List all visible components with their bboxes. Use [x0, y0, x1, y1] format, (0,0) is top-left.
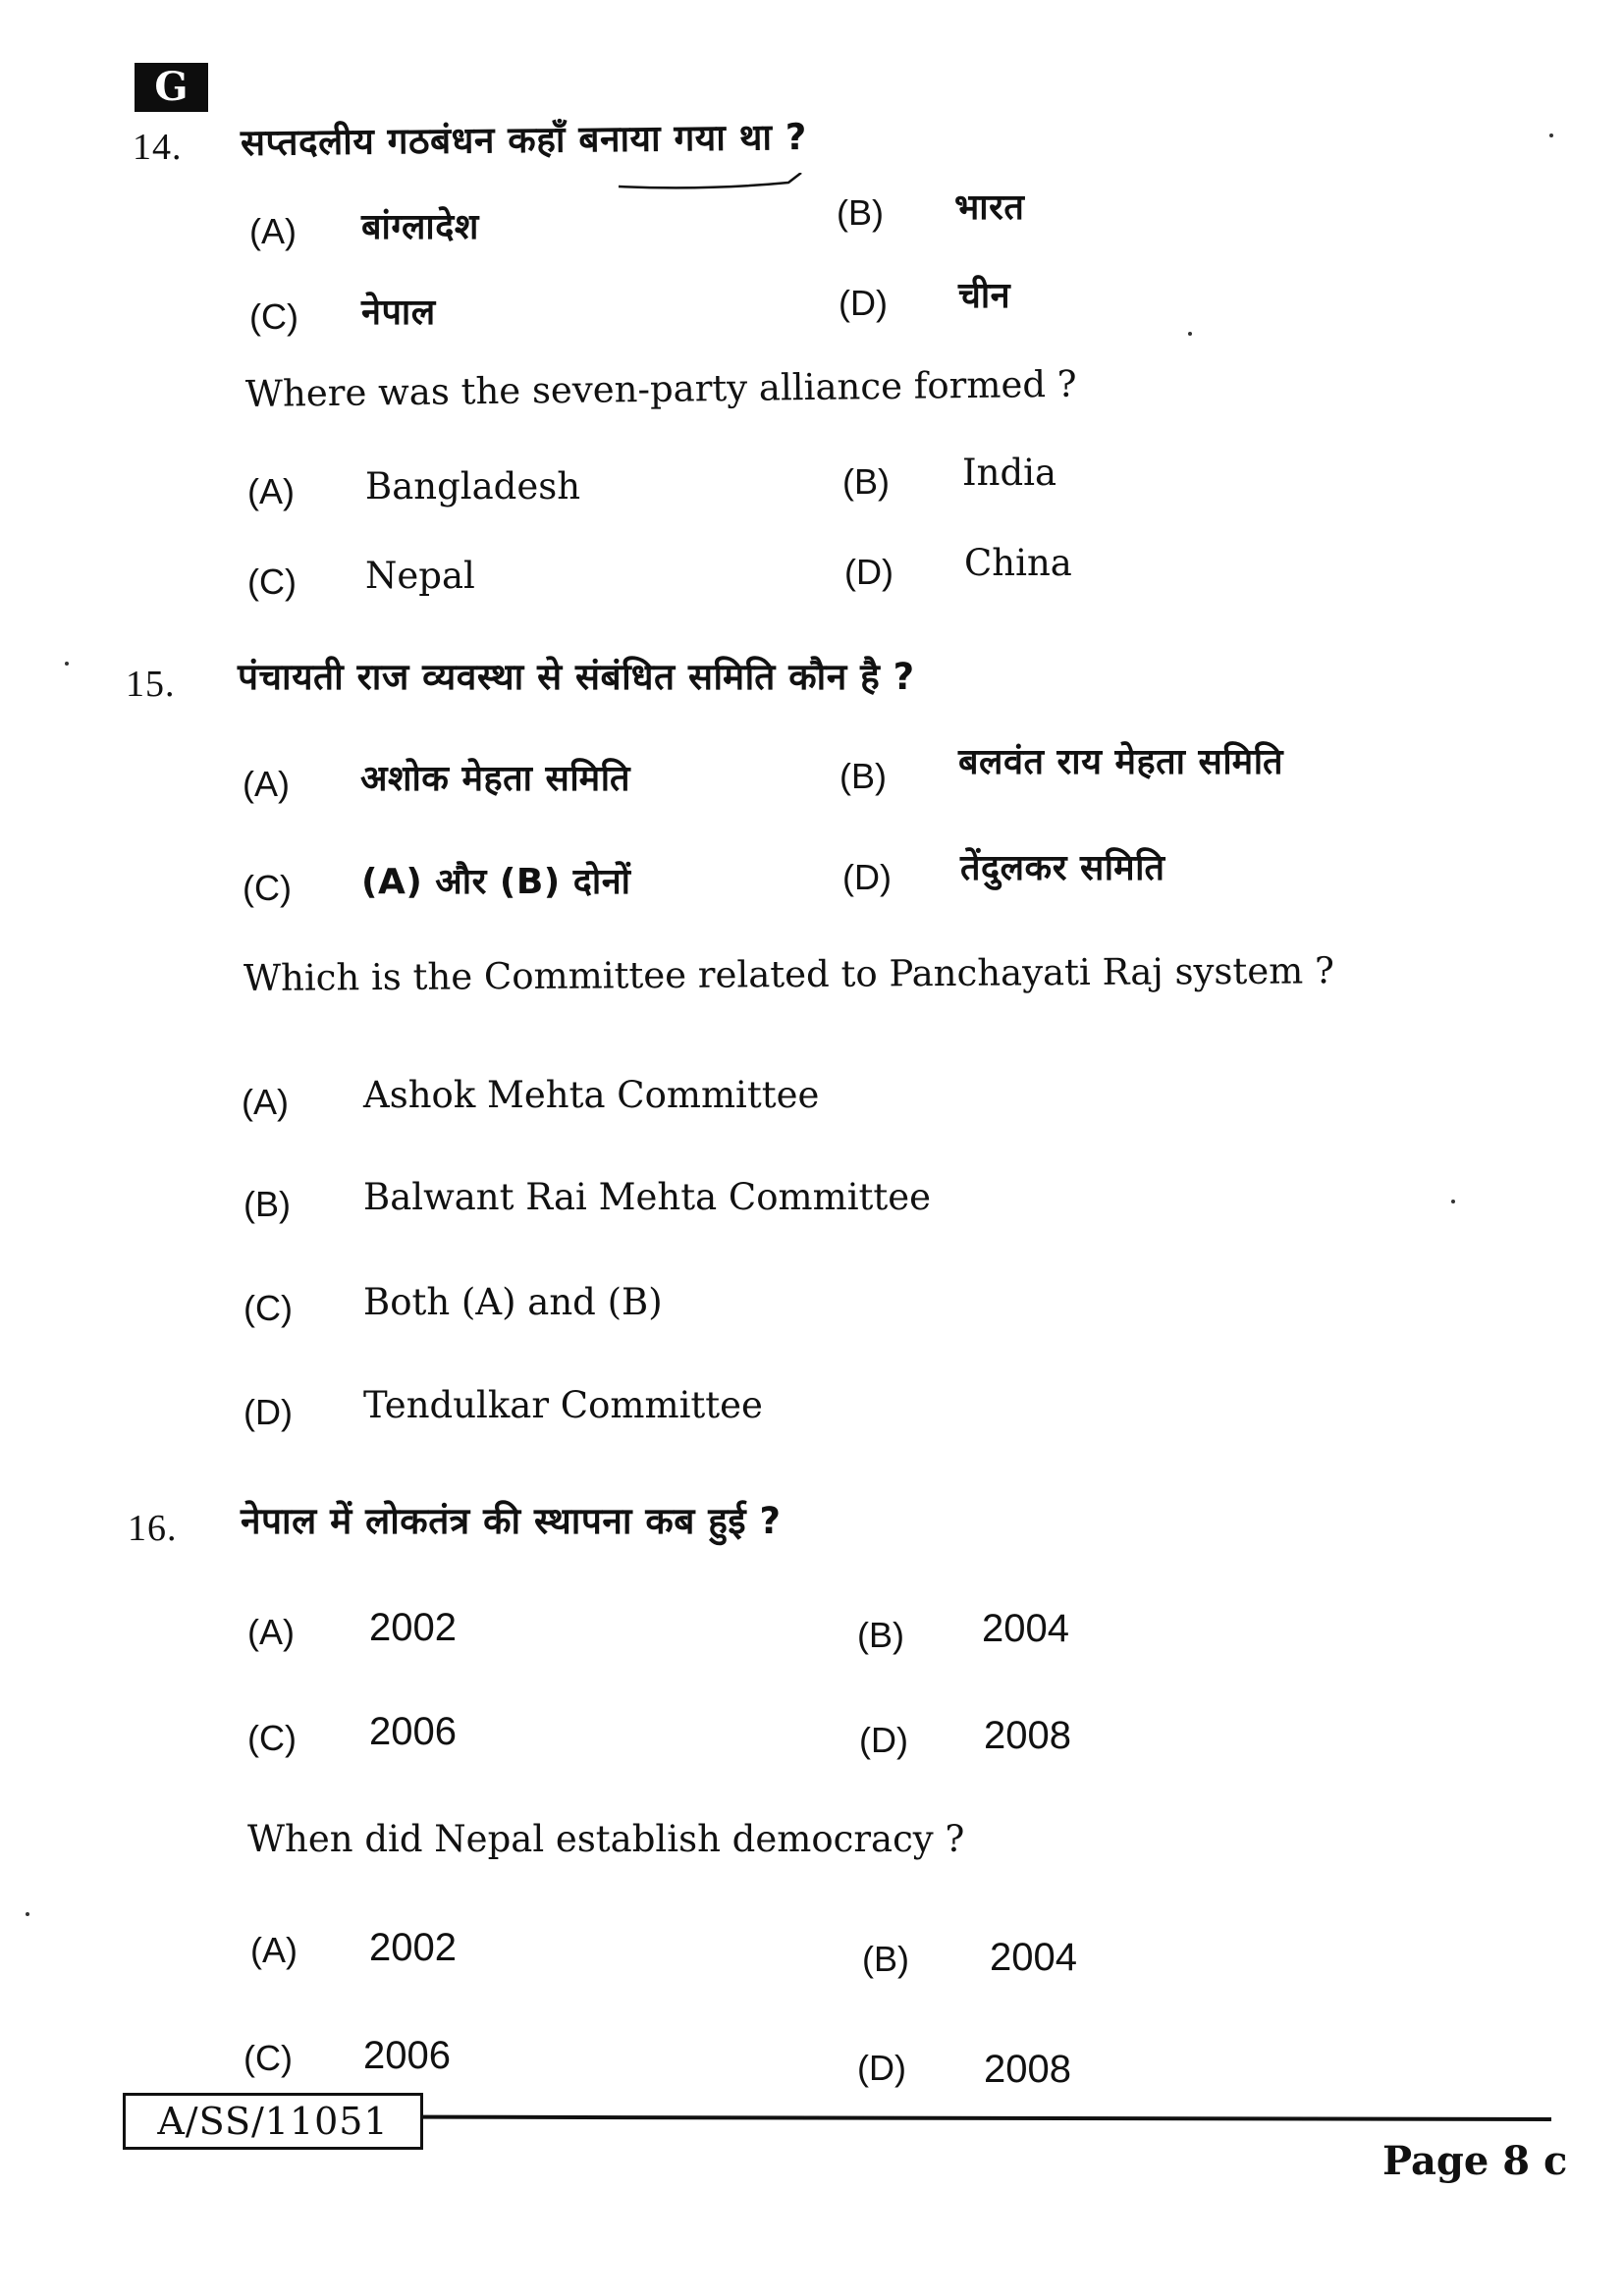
option-label: (C): [244, 2038, 293, 2078]
set-badge: G: [135, 63, 208, 112]
option-text: बांग्लादेश: [361, 207, 479, 247]
option-label: (B): [244, 1184, 291, 1224]
option-label: (B): [857, 1615, 904, 1655]
option-label: (B): [862, 1939, 909, 1979]
scan-speck: [1188, 332, 1192, 336]
option-text: 2008: [984, 2048, 1071, 2091]
question-text-english: Where was the seven-party alliance formed ?: [244, 362, 1077, 415]
option-label: (B): [842, 461, 890, 502]
option-text: (A) और (B) दोनों: [361, 862, 631, 902]
option-label: (A): [242, 1082, 289, 1122]
question-number: 16.: [128, 1508, 178, 1549]
scan-speck: [65, 662, 69, 666]
option-text: चीन: [958, 276, 1011, 316]
question-text-english: Which is the Committee related to Panchayati Raj system ?: [243, 949, 1335, 999]
option-text: नेपाल: [361, 293, 436, 333]
option-text: 2006: [369, 1710, 457, 1753]
option-text: अशोक मेहता समिति: [360, 759, 631, 799]
scan-speck: [1451, 1200, 1455, 1203]
option-text: 2004: [982, 1607, 1069, 1650]
option-label: (B): [839, 756, 887, 796]
option-label: (B): [837, 192, 884, 233]
option-text: 2008: [984, 1714, 1071, 1757]
option-label: (C): [243, 868, 292, 908]
option-label: (A): [247, 1612, 295, 1652]
option-text: 2002: [369, 1926, 457, 1969]
option-label: (D): [839, 283, 888, 323]
option-label: (D): [844, 552, 893, 592]
question-number: 15.: [126, 664, 176, 705]
question-text-hindi: सप्तदलीय गठबंधन कहाँ बनाया गया था ?: [240, 115, 808, 164]
page-number: Page 8 c: [1382, 2138, 1568, 2184]
option-label: (A): [243, 764, 290, 804]
option-text: Ashok Mehta Committee: [363, 1074, 820, 1116]
option-text: तेंदुलकर समिति: [960, 848, 1165, 888]
option-text: Balwant Rai Mehta Committee: [363, 1176, 932, 1218]
option-text: बलवंत राय मेहता समिति: [958, 742, 1284, 782]
option-text: Tendulkar Committee: [363, 1384, 763, 1426]
option-label: (C): [247, 1718, 297, 1758]
option-text: 2006: [363, 2034, 451, 2077]
option-text: India: [962, 452, 1057, 494]
option-text: 2004: [990, 1936, 1077, 1979]
option-label: (C): [249, 296, 298, 337]
option-text: Both (A) and (B): [363, 1281, 663, 1323]
scan-speck: [26, 1912, 29, 1916]
scan-speck: [1549, 133, 1553, 137]
option-label: (A): [250, 1930, 298, 1970]
option-label: (C): [244, 1288, 293, 1328]
option-text: Nepal: [365, 555, 475, 597]
option-text: Bangladesh: [365, 465, 581, 507]
paper-code: A/SS/11051: [123, 2093, 423, 2150]
option-label: (A): [247, 471, 295, 511]
option-label: (D): [857, 2048, 906, 2088]
question-number: 14.: [133, 127, 183, 168]
option-label: (D): [244, 1392, 293, 1432]
option-label: (D): [859, 1720, 908, 1760]
question-text-english: When did Nepal establish democracy ?: [247, 1818, 965, 1860]
option-text: China: [964, 542, 1072, 584]
question-text-hindi: पंचायती राज व्यवस्था से संबंधित समिति कौन है ?: [238, 656, 915, 698]
option-label: (C): [247, 561, 297, 602]
pen-underline-mark: [617, 173, 803, 192]
question-text-hindi: नेपाल में लोकतंत्र की स्थापना कब हुई ?: [241, 1500, 782, 1542]
option-label: (A): [249, 211, 297, 251]
option-text: भारत: [954, 187, 1025, 228]
option-text: 2002: [369, 1606, 457, 1649]
option-label: (D): [842, 857, 892, 897]
